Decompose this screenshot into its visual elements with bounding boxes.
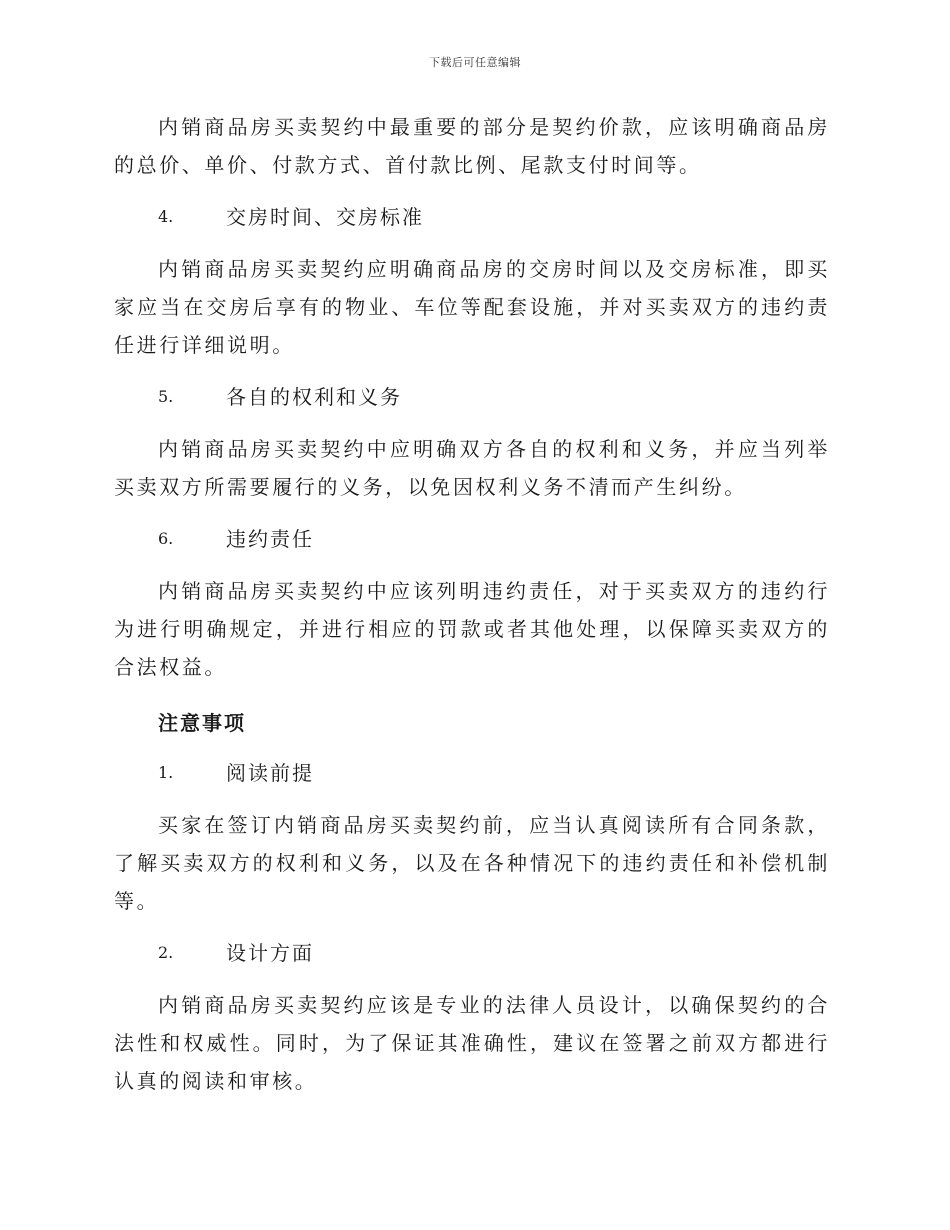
list-number: 6. [158, 529, 174, 548]
section-heading-notes: 注意事项 [158, 711, 246, 735]
list-item-label: 各自的权利和义务 [226, 385, 402, 409]
list-item-reading [114, 754, 830, 792]
paragraph-design: 内销商品房买卖契约应该是专业的法律人员设计，以确保契约的合法性和权威性。同时，为了保证其准确性，建议在签署之前双方都进行认真的阅读和审核。 [114, 993, 830, 1093]
paragraph-rights: 内销商品房买卖契约中应明确双方各自的权利和义务，并应当列举买卖双方所需要履行的义务，以免因权利义务不清而产生纠纷。 [114, 437, 830, 499]
list-item-delivery [114, 198, 830, 236]
paragraph-contract-price: 内销商品房买卖契约中最重要的部分是契约价款，应该明确商品房的总价、单价、付款方式、首付款比例、尾款支付时间等。 [114, 115, 830, 177]
list-item-design [114, 934, 830, 972]
list-item-label: 阅读前提 [226, 761, 314, 785]
list-number: 5. [158, 387, 174, 406]
paragraph-liability: 内销商品房买卖契约中应该列明违约责任，对于买卖双方的违约行为进行明确规定，并进行相应的罚款或者其他处理，以保障买卖双方的合法权益。 [114, 579, 830, 679]
list-item-liability [114, 520, 830, 558]
list-number: 2. [158, 943, 174, 962]
list-item-rights [114, 378, 830, 416]
list-number: 4. [158, 207, 174, 226]
list-number: 1. [158, 763, 174, 782]
document-body [114, 108, 830, 1114]
page-header: 下载后可任意编辑 [429, 56, 521, 69]
list-item-label: 设计方面 [226, 941, 314, 965]
paragraph-reading: 买家在签订内销商品房买卖契约前，应当认真阅读所有合同条款，了解买卖双方的权利和义务，以及在各种情况下的违约责任和补偿机制等。 [114, 813, 830, 913]
list-item-label: 违约责任 [226, 527, 314, 551]
list-item-label: 交房时间、交房标准 [226, 205, 424, 229]
paragraph-delivery: 内销商品房买卖契约应明确商品房的交房时间以及交房标准，即买家应当在交房后享有的物业、车位等配套设施，并对买卖双方的违约责任进行详细说明。 [114, 257, 830, 357]
